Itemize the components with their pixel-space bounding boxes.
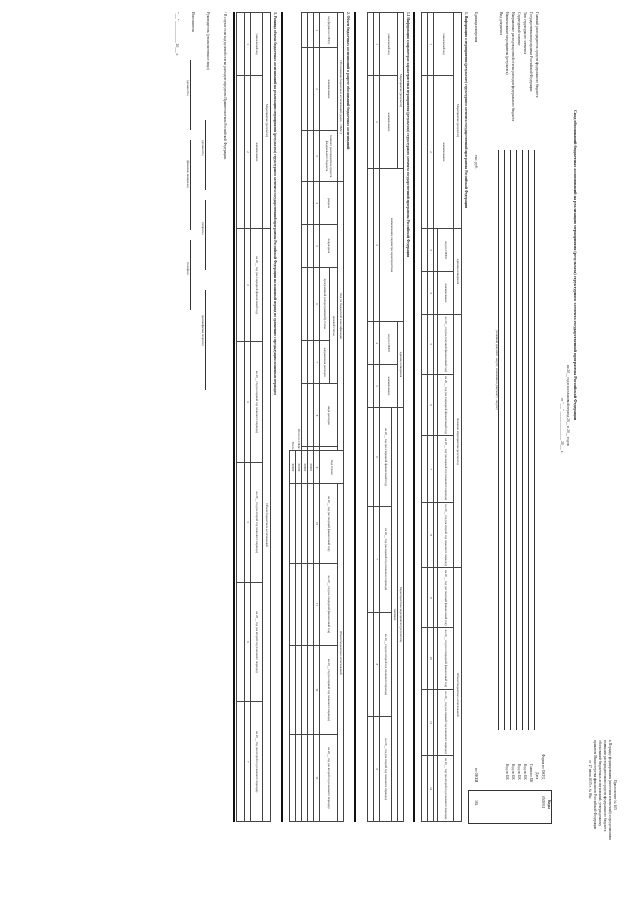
table-cell: на 20__ год (на первый год планового периода) [438,689,454,755]
table-cell: Характеристика мероприятия (результата) [398,408,404,822]
section-2-title: 2. Объем бюджетных ассигнований в разрезе обоснований бюджетных ассигнований [346,12,350,150]
table-cell: Итого по ОБАС [297,428,301,450]
table-cell: Код по бюджетной классификации [338,182,344,451]
table-cell [422,502,428,568]
table-cell [302,131,308,182]
table-cell: подраздела [320,225,338,268]
sign-hint: (должность) [201,140,205,156]
table-cell: вида расходов [320,384,338,447]
rule-line [413,12,415,822]
table-cell: 2 [314,48,320,131]
table-cell [308,131,314,182]
table-cell: Объем бюджетных ассигнований [454,568,462,822]
table-cell [237,702,245,822]
table-cell: на 20__ год (на очередной финансовый год) [380,408,392,507]
table-cell: 2 [428,76,434,229]
table-cell: 12 [428,756,434,822]
okei-label: по ОКЕИ [474,768,478,783]
table-cell [422,229,428,272]
table-cell [434,229,438,272]
table-cell [308,225,314,268]
table-cell [237,341,245,462]
rule-line [354,12,356,822]
exec-label: Исполнитель [191,12,195,33]
table-cell [434,436,438,502]
table-cell: наименование [320,48,338,131]
table-cell [368,169,374,322]
sign-hint: (подпись) [201,222,205,235]
rule-line [529,150,530,730]
table-cell: 2 [374,76,380,169]
table-cell: программной (непрограммной) статьи [320,268,330,341]
table-cell: уникальный код [251,13,263,76]
table-cell [302,268,308,341]
field-label: Направление расходов целевой статьи расходов федерального бюджета [511,12,515,122]
table-cell: уникальный код [434,13,454,76]
table-cell: 13 [314,734,320,821]
field-label: Структурный элемент [517,12,521,46]
table-cell: Обоснование бюджетных ассигнований (далее - ОБАС) [338,13,344,182]
rule-line [233,12,235,822]
table-cell: Мероприятие (результат) [454,13,462,229]
table-cell: 3 [374,169,380,322]
table-cell [422,568,428,628]
table-cell [368,408,374,507]
table-cell: на 20__ год (на второй год планового периода) [438,756,454,822]
table-cell: 4 [314,182,320,225]
table-cell: на 20__ год (на первый год планового периода) [438,436,454,502]
table-cell: единица измерения [398,322,404,408]
table-cell: 00001 [308,451,314,484]
sign-hint: (должность) [186,80,190,96]
table-cell: 3 [428,229,434,272]
table-cell [302,48,308,131]
table-cell [308,646,314,734]
table-cell: на 20__ год (на очередной финансовый год) [438,374,454,436]
table-cell: 1 [428,13,434,76]
table-cell: 6 [245,582,251,702]
table-cell [308,182,314,225]
table-cell [308,563,314,645]
document-date: от "___" ________________ 20___ г. [560,398,564,453]
bk-label: Код по БК [517,764,521,780]
table-cell: на 20__ год (на первый год планового периода) [380,506,392,612]
table-cell [237,13,245,76]
section-3-table [236,12,271,822]
table-cell: 4 [245,341,251,462]
table-cell: 8 [374,612,380,717]
table-cell: 1 [314,13,320,48]
table-cell: на 20__ год (на очередной финансовый год) [320,563,338,645]
table-cell [308,734,314,821]
table-cell [308,268,314,341]
table-cell: Всего [291,441,296,450]
rule-line [206,290,207,390]
codes-box [468,790,552,824]
section-1-title: 1. Информация о мероприятии (результате) структурного элемента государственной программы Российской Федерации [464,12,468,208]
table-cell [237,229,245,342]
table-cell: 6 [428,374,434,436]
table-cell [368,612,374,717]
field-value: тыс. руб. [474,155,478,169]
table-cell [422,627,428,689]
table-cell [368,717,374,822]
table-cell [296,646,302,734]
table-cell: на 20__ год (на текущий финансовый год) [320,484,338,563]
table-cell: Мероприятие (результат) [263,13,271,229]
bk-label: Код по БК [523,764,527,780]
table-cell: 9 [374,717,380,822]
section-1-table [421,12,462,822]
section-1-1-title: 1.1 Информация о параметрах характеристики мероприятия (результата) структурного элемента государственной программы Российской Федерации [406,12,410,258]
table-cell: 1 [374,13,380,76]
table-cell [296,734,302,821]
approval-line: обоснований бюджетных ассигнований, утвержденному [598,740,602,827]
table-cell: наименование [434,76,454,229]
approval-line: приказом Министерства финансов Российской Федерации [593,740,597,830]
rule-line [191,60,192,130]
table-cell [368,13,374,76]
document-title: Свод обоснований бюджетных ассигнований на реализацию мероприятия (результата) структурного элемента государственной программы Российской Федерации [573,110,578,421]
table-cell [434,689,438,755]
codes-header: Коды [547,800,551,809]
approval-line: к Порядку формирования (внесения изменений) и представления [608,740,612,840]
table-cell: 9 [428,568,434,628]
rule-line [206,120,207,190]
table-cell: на 20__ год (на второй год планового периода) [251,702,263,822]
bk-label: Код по БК [511,764,515,780]
rule-line [281,12,283,822]
table-cell: на 20__ год (на текущий финансовый год) [438,315,454,375]
table-cell [308,384,314,447]
table-cell [422,689,428,755]
table-cell: 12 [314,646,320,734]
table-cell: раздела [320,182,338,225]
table-cell [237,462,245,582]
table-cell: 8 [428,502,434,568]
table-cell [302,13,308,48]
table-cell: код по ОКЕИ [380,322,398,365]
table-cell: на 20__ год (на второй год планового периода) [438,502,454,568]
table-cell [290,646,296,734]
table-cell: 11 [314,563,320,645]
okei-value: 384 [474,800,478,806]
field-label: Наименование мероприятия (результата) [505,12,509,75]
table-cell [422,315,428,375]
table-cell [434,568,438,628]
table-cell: Код строки [320,451,344,484]
rule-line [191,140,192,230]
table-cell [368,506,374,612]
table-cell [308,48,314,131]
table-cell [434,272,438,315]
table-cell: 10 [314,484,320,563]
table-cell: на 20__ год (на второй год планового периода) [251,462,263,582]
okud-label: Форма по ОКУД [541,754,545,780]
rule-line [535,150,536,730]
table-cell: на 20__ год (на второй год планового периода) [380,717,392,822]
table-cell: на 20__ год (на первый год планового периода) [320,646,338,734]
table-cell [302,225,308,268]
table-cell: 4 [428,272,434,315]
signature-date: "___" ____________ 20___ г. [175,12,179,56]
field-hint: (основной документ - код 01; изменения к документу - код 02) [495,330,499,410]
glava-label: Глава по БК [529,764,533,783]
table-cell: целевой статьи [330,268,338,384]
table-cell [368,365,374,408]
table-cell [302,734,308,821]
table-cell: 8 [314,384,320,447]
table-cell: наименование [438,272,454,315]
table-cell [422,374,428,436]
table-cell: 5 [245,462,251,582]
rule-line [505,150,506,730]
table-cell [296,484,302,563]
table-cell [296,563,302,645]
table-cell: 11 [428,689,434,755]
table-cell [434,502,438,568]
table-cell [434,756,438,822]
bk-label: Код по БК [505,764,509,780]
sign-hint: (фамилия, инициалы) [186,160,190,188]
table-cell: 5 [428,315,434,375]
table-cell [368,76,374,169]
table-cell [237,582,245,702]
table-cell [290,484,296,563]
table-cell: 3 [314,131,320,182]
table-cell: направления расходов [320,340,330,384]
rule-line [517,150,518,730]
field-label: Вид документа [499,12,503,36]
rule-line [191,240,192,310]
approval-line: Приложение № 105 [613,780,617,810]
table-cell: 3 [245,229,251,342]
table-cell [308,13,314,48]
table-cell: наименование [380,365,398,408]
table-cell: 2 [245,76,251,229]
table-cell [308,484,314,563]
table-cell: 1 [245,13,251,76]
table-cell [422,436,428,502]
rule-line [523,150,524,730]
table-cell: 5 [314,225,320,268]
table-cell: 7 [314,340,320,384]
table-cell: наименование [251,76,263,229]
section-2-table [289,12,344,822]
field-label: Тип структурного элемента [523,12,527,55]
field-label: Государственная программа Российской Федерации [529,12,533,92]
section-1-1-table [367,12,404,822]
table-cell [302,646,308,734]
table-cell: на 20__ год (на первый год планового периода) [251,341,263,462]
approval-line: от 17 июля 2015 г. № 86н [588,760,592,799]
approval-line: главными распорядителями средств федерального бюджета [603,740,607,832]
table-cell [290,734,296,821]
sign-hint: (расшифровка подписи) [201,315,205,346]
table-cell: 00100 [296,451,302,484]
table-cell: 7 [374,506,380,612]
table-cell: 00002 [302,451,308,484]
table-cell [368,322,374,365]
table-cell: на 20__ год (на второй год планового периода) [380,612,392,717]
table-cell [422,76,428,229]
table-cell: Мероприятие (результат) [398,13,404,169]
table-cell [434,374,438,436]
table-cell: 5 [374,365,380,408]
table-cell [422,272,428,315]
table-cell [422,756,428,822]
table-cell [302,563,308,645]
field-label: Единица измерения [474,12,478,43]
table-cell: уникальный код [380,13,398,76]
rule-line [206,200,207,270]
table-cell [308,340,314,384]
table-cell: 4 [374,322,380,365]
table-cell [434,627,438,689]
table-cell [302,384,308,447]
head-label: Руководитель (уполномоченное лицо) [206,12,210,71]
rule-line [499,150,500,730]
table-cell: код формы по ОКУД [320,13,338,48]
table-cell: код по ОКЕИ [438,229,454,272]
table-cell [237,76,245,229]
table-cell: значение [392,408,398,822]
table-cell [302,484,308,563]
table-cell: наименование параметра характеристики [380,169,404,322]
table-cell [302,182,308,225]
okud-value: 0505911 [541,796,545,809]
table-cell: 7 [428,436,434,502]
footnote: ¹ В случае если код целевой статьи расходов определен Правительством Российской Федерации. [223,12,227,160]
table-cell: на 20__ год (на очередной финансовый год) [438,627,454,689]
table-cell: на 20__ год (на текущий финансовый год) [438,568,454,628]
table-cell: на 20__ год (на второй год планового периода) [251,582,263,702]
field-label: Главный распорядитель средств федерального бюджета [535,12,539,98]
document-subtitle: на 20__ год и на плановый период 20__ и 20__ годов [566,365,570,446]
table-cell: 9 [314,451,320,484]
table-cell: главного распорядителя средств федерального бюджета [320,131,338,182]
table-cell: Значение мероприятия (результата) [454,315,462,568]
table-cell [302,340,308,384]
section-3-title: 3. Разница объема бюджетных ассигнований на реализацию мероприятия (результата) структурного элемента государственной программы Российской Федерации на плановый период по сравнению с предыдущим плановым периодом [273,12,277,395]
table-cell [320,447,338,451]
table-cell: 90000 [290,451,296,484]
table-cell: Объем бюджетных ассигнований [263,229,271,822]
table-cell [422,13,428,76]
table-cell: единица измерения [454,229,462,315]
table-cell [434,315,438,375]
table-cell: 6 [374,408,380,507]
table-cell: на 20__ год (на второй год планового периода) [320,734,338,821]
table-cell: 10 [428,627,434,689]
table-cell [290,563,296,645]
sign-hint: (телефон) [186,262,190,275]
table-cell: Объем бюджетных ассигнований [338,484,344,822]
table-cell: 7 [245,702,251,822]
table-cell: наименование [380,76,398,169]
rule-line [511,150,512,730]
table-cell: 6 [314,268,320,341]
table-cell: на 20__ год (на очередной финансовый год) [251,229,263,342]
date-label: Дата [535,772,539,780]
